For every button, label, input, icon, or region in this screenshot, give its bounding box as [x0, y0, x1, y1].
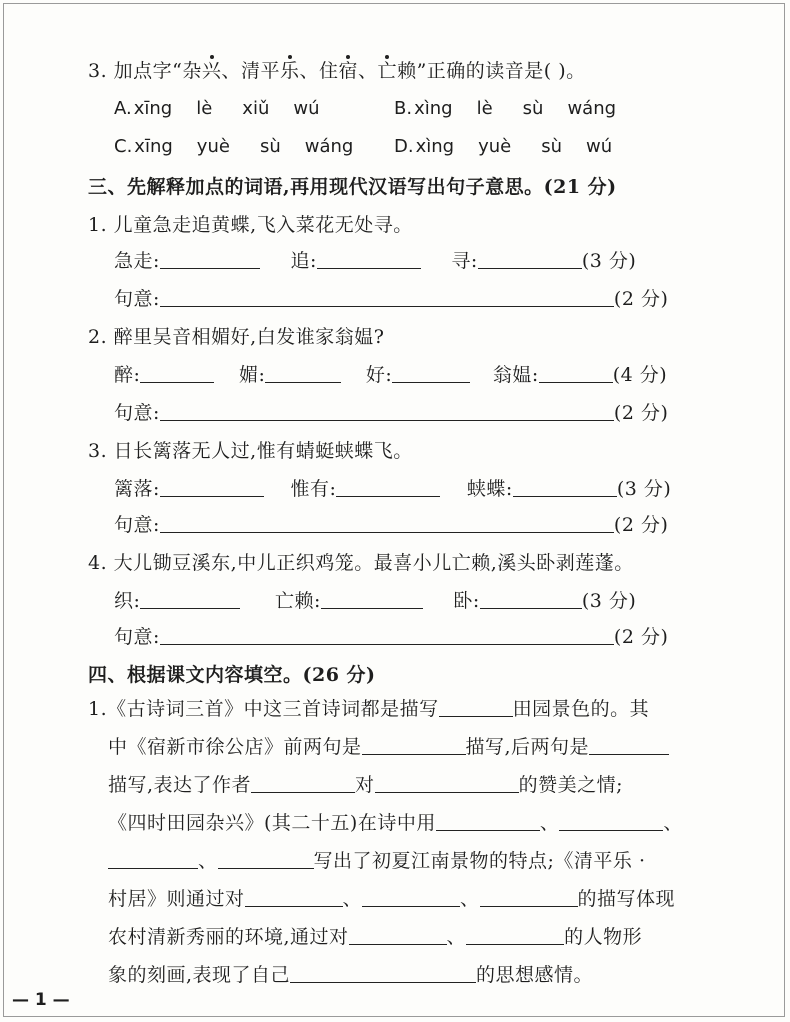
stem-char: 、: [358, 60, 378, 82]
option-label: A.: [114, 98, 132, 119]
pinyin-syllable: xìng: [415, 136, 455, 157]
pinyin-syllable: wáng: [567, 98, 617, 119]
answer-blank[interactable]: [218, 848, 314, 869]
pinyin-syllable: sù: [259, 136, 281, 157]
answer-blank[interactable]: [160, 512, 614, 533]
s4-line7: 农村清新秀丽的环境,通过对 、 的人物形: [108, 926, 643, 948]
q3-stem: 3. 加点字“杂兴、清平乐、住宿、亡赖”正确的读音是( )。: [88, 60, 586, 82]
answer-blank[interactable]: [140, 362, 214, 383]
s4-line3: 描写,表达了作者 对 的赞美之情;: [108, 774, 623, 796]
s3-item2-sentence: 2. 醉里吴音相媚好,白发谁家翁媪?: [88, 326, 385, 348]
pinyin-syllable: xīng: [134, 136, 173, 157]
s3-item1-sentence: 1. 儿童急走追黄蝶,飞入菜花无处寻。: [88, 214, 413, 236]
dotted-char: 宿: [338, 60, 359, 82]
pinyin-syllable: sù: [541, 136, 563, 157]
answer-blank[interactable]: [478, 248, 582, 269]
answer-blank[interactable]: [362, 886, 460, 907]
pinyin-syllable: lè: [476, 98, 493, 119]
answer-blank[interactable]: [439, 696, 513, 717]
answer-blank[interactable]: [375, 772, 519, 793]
q3-option-a[interactable]: [114, 96, 320, 122]
answer-blank[interactable]: [480, 588, 582, 609]
answer-blank[interactable]: [108, 848, 198, 869]
answer-blank[interactable]: [245, 886, 343, 907]
answer-blank[interactable]: [336, 476, 440, 497]
answer-blank[interactable]: [539, 362, 613, 383]
page-number: — 1 —: [12, 990, 70, 1010]
s4-line5: 、 写出了初夏江南景物的特点;《清平乐 ·: [108, 848, 646, 874]
answer-blank[interactable]: [513, 476, 617, 497]
stem-char: 清: [240, 60, 261, 82]
pinyin-syllable: xiǔ: [242, 98, 270, 119]
stem-char: 、: [221, 60, 241, 82]
answer-blank[interactable]: [317, 248, 421, 269]
answer-blank[interactable]: [589, 734, 669, 755]
q3-option-c[interactable]: [114, 134, 353, 160]
section3-title: 三、先解释加点的词语,再用现代汉语写出句子意思。(21 分): [88, 176, 617, 198]
option-label: C.: [114, 136, 133, 157]
answer-blank[interactable]: [290, 962, 476, 983]
answer-blank[interactable]: [160, 476, 264, 497]
answer-blank[interactable]: [160, 624, 614, 645]
pinyin-syllable: sù: [522, 98, 544, 119]
option-label: B.: [394, 98, 413, 119]
s3-item4-fields: 织: 亡赖: 卧: (3 分): [114, 590, 637, 612]
s3-item2-fields: 醉: 媚: 好: 翁媪: (4 分): [114, 364, 668, 386]
s4-line6: 村居》则通过对 、 、 的描写体现: [108, 888, 676, 910]
stem-char: 、: [299, 60, 319, 82]
stem-char: 平: [260, 60, 280, 82]
pinyin-syllable: xìng: [414, 98, 453, 119]
answer-blank[interactable]: [480, 886, 578, 907]
s3-item3-fields: 篱落: 惟有: 蛱蝶: (3 分): [114, 478, 672, 500]
s3-item1-meaning: 句意: (2 分): [114, 288, 669, 310]
s3-item3-meaning: 句意: (2 分): [114, 514, 669, 536]
answer-blank[interactable]: [349, 924, 447, 945]
answer-blank[interactable]: [392, 362, 470, 383]
pinyin-syllable: yuè: [478, 136, 512, 157]
q3-dotted-words: [182, 60, 416, 82]
s3-item2-meaning: 句意: (2 分): [114, 402, 669, 424]
answer-blank[interactable]: [265, 362, 341, 383]
stem-char: 赖: [397, 60, 417, 82]
stem-char: 杂: [182, 60, 202, 82]
option-label: D.: [394, 136, 414, 157]
dotted-char: 兴: [201, 60, 222, 82]
q3-option-b[interactable]: [394, 96, 616, 122]
stem-char: 住: [319, 60, 339, 82]
answer-blank[interactable]: [251, 772, 355, 793]
s3-item4-sentence: 4. 大儿锄豆溪东,中儿正织鸡笼。最喜小儿亡赖,溪头卧剥莲蓬。: [88, 552, 634, 574]
s3-item3-sentence: 3. 日长篱落无人过,惟有蜻蜓蛱蝶飞。: [88, 440, 413, 462]
answer-blank[interactable]: [160, 286, 614, 307]
pinyin-syllable: xīng: [133, 98, 173, 119]
s4-line2: 中《宿新市徐公店》前两句是 描写,后两句是: [108, 734, 669, 760]
dotted-char: 乐: [279, 60, 300, 82]
answer-blank[interactable]: [160, 248, 260, 269]
pinyin-syllable: lè: [196, 98, 213, 119]
dotted-char: 亡: [377, 60, 398, 82]
answer-blank[interactable]: [466, 924, 564, 945]
section4-title: 四、根据课文内容填空。(26 分): [88, 664, 376, 686]
s3-item4-meaning: 句意: (2 分): [114, 626, 669, 648]
pinyin-syllable: yuè: [196, 136, 230, 157]
s4-line8: 象的刻画,表现了自己 的思想感情。: [108, 964, 594, 986]
s4-line1: 1.《古诗词三首》中这三首诗词都是描写 田园景色的。其: [88, 698, 650, 720]
answer-blank[interactable]: [140, 588, 240, 609]
answer-blank[interactable]: [559, 810, 663, 831]
s3-item1-fields: 急走: 追: 寻: (3 分): [114, 250, 637, 272]
answer-blank[interactable]: [436, 810, 540, 831]
answer-blank[interactable]: [321, 588, 423, 609]
q3-option-d[interactable]: [394, 134, 612, 160]
pinyin-syllable: wú: [293, 98, 320, 119]
answer-blank[interactable]: [362, 734, 466, 755]
pinyin-syllable: wú: [586, 136, 613, 157]
pinyin-syllable: wáng: [304, 136, 354, 157]
answer-blank[interactable]: [160, 400, 614, 421]
s4-line4: 《四时田园杂兴》(其二十五)在诗中用 、 、: [108, 812, 683, 834]
